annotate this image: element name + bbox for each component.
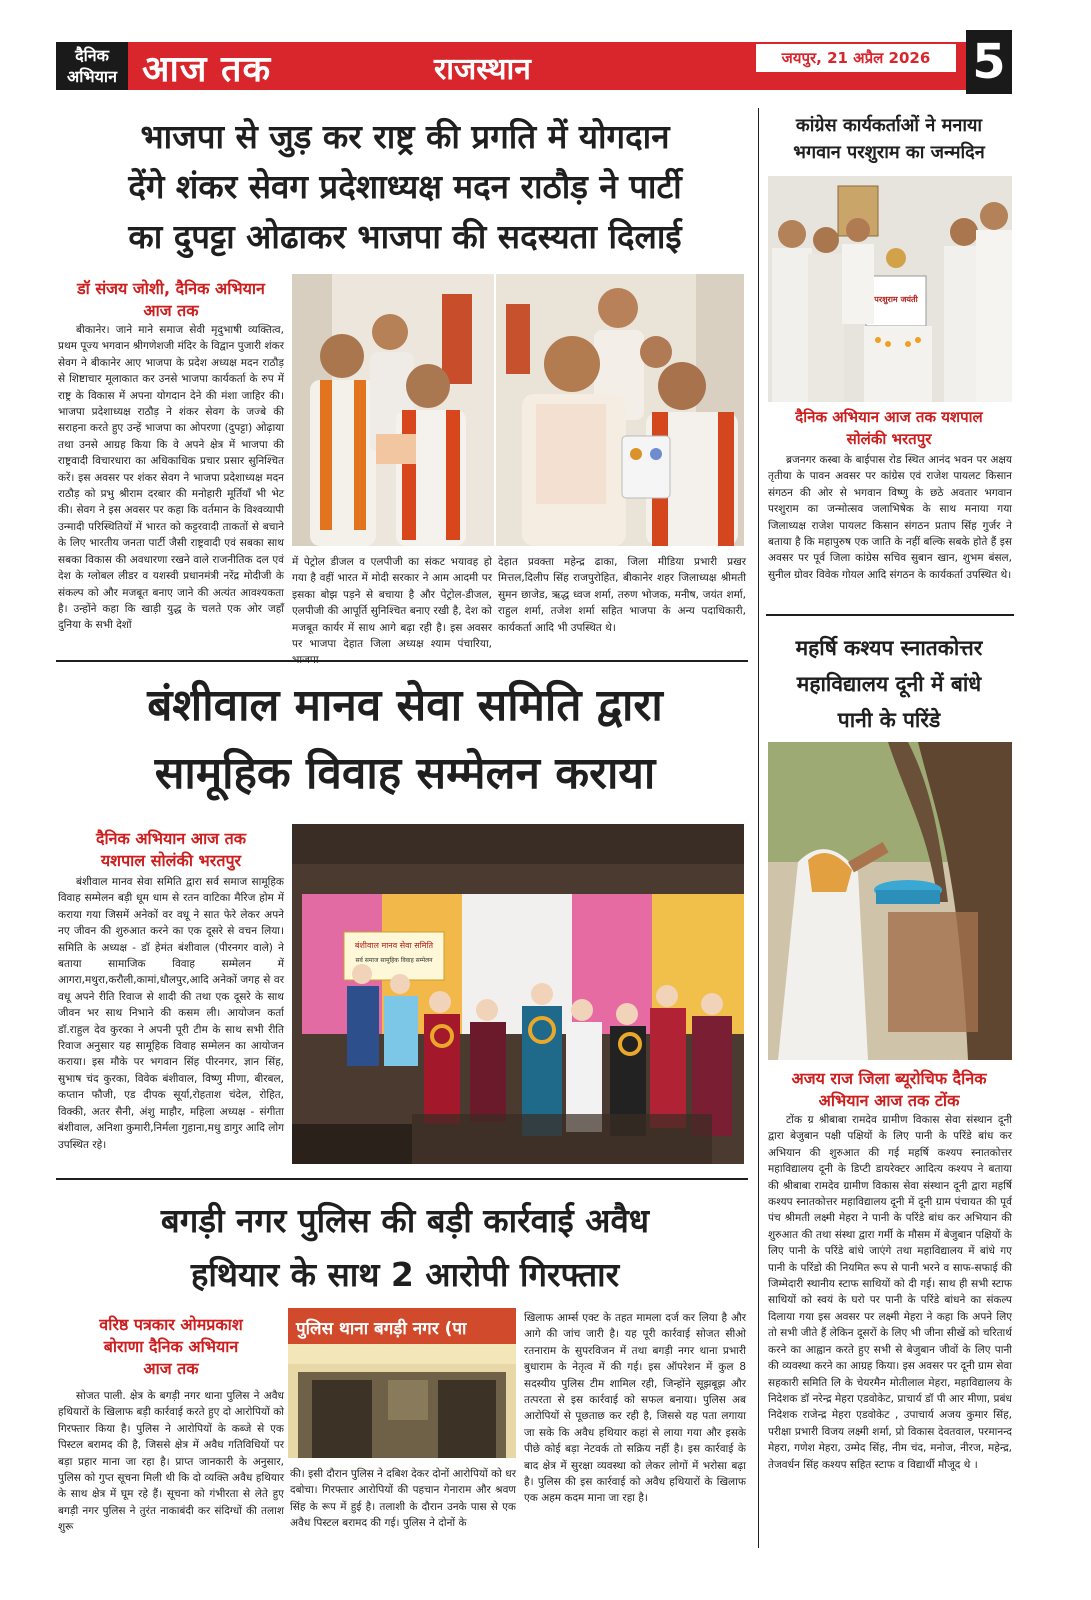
photo-parshuram-jayanti <box>768 176 1012 402</box>
story3-body-col1 <box>58 1388 284 1544</box>
brand-name: आज तक <box>142 49 272 90</box>
story4-byline-line: दैनिक अभियान आज तक यशपाल <box>795 408 983 426</box>
story1-headline <box>60 112 750 262</box>
photo-party-event-2 <box>496 274 744 546</box>
story1-headline-line: का दुपट्टा ओढाकर भाजपा की सदस्यता दिलाई <box>128 217 682 256</box>
story5-byline-line: अजय राज जिला ब्यूरोचिफ दैनिक <box>791 1069 987 1088</box>
story1-paragraph: में पेट्रोल डीजल व एलपीजी का संकट भयावह हो गया है वहीं भारत में मोदी सरकार ने आम आदमी पर इसका बोझ पड़ने से बचाया है और पेट्रोल-डीजल, एलपीजी की आपूर्ति सुनिश्चित बनाए रखी है, देश को मजबूत कार्यर में साथ आगे बढ़ा रही है। इस अवसर पर भाजपा देहात जिला अध्यक्ष श्याम पंचारिया, <box>292 556 492 651</box>
story1-byline-line: आज तक <box>143 301 199 320</box>
issue-date: जयपुर, 21 अप्रैल 2026 <box>756 44 956 72</box>
story1-byline-line: डॉ संजय जोशी, दैनिक अभियान <box>77 279 265 298</box>
parshuram-banner-text: परशुराम जयंती <box>874 295 918 304</box>
story5-paragraph: टोंक ग्र श्रीबाबा रामदेव ग्रामीण विकास सेवा संस्थान दूनी द्वारा बेजुबान पक्षी पक्षियों के लिए पानी के परिंडे बांध कर अभियान की शुरुआत की गई महर्षि कश्यप स्नातकोत्तर महाविद्यालय दूनी के डिप्टी डायरेक्टर आदित्य कश्यप ने बताया की श्रीबाबा रामदेव ग्रामीण विकास सेवा संस्थान दूनी द्वारा महर्षि कश्यप स्नातकोत्तर महाविद्यालय दूनी में दूनी ग्राम पंचायत की पूर्व पंच श्रीमती लक्ष्मी मेहरा ने पानी के परिंडे बांध कर अभियान की शुरुआत की तथा संस्था द्वारा गर्मी के मौसम में बेजुबान पक्षियों के लिए पानी के परिंडे बांधे जाएंगे तथा महाविद्यालय में बांधे गए पानी के परिंडो की नियमित रूप से पानी भरने व साफ-सफाई की जिम्मेदारी स्थानीय स्टाफ साथियों को दी गई। साथ ही सभी स्टाफ साथियों को स्वयं के घरो पर पानी के परिंडे बांधने का संकल्प दिलाया गया इस अवसर पर लक्ष्मी मेहरा ने कहा कि अपने लिए तो सभी जीते हैं लेकिन दूसरों के लिए भी जीना सीखें को चरितार्थ करने का आह्वान करते हुए सभी से बेजुबान जीवों के लिए पानी की व्यवस्था करने का आग्रह किया। इस अवसर पर दूनी ग्राम सेवा सहकारी समिति लि के चेयरमैन मोतीलाल मेहरा, महाविद्यालय के निदेशक डॉ नरेन्द्र मेहरा एडवोकेट, प्राचार्य डॉ पी आर मीणा, प्रबंध निदेशक राजेन्द्र मेहरा एडवोकेट , उपाचार्य अजय कुमार सिंह, परीक्षा प्रभारी विजय लक्ष्मी शर्मा, प्रो विकास देवतवाल, परमानन्द मेहरा, गणेश मेहरा, उम्मेद सिंह, नीम चंद, मनोज, नीरज, महेन्द्र, तेजवर्धन सिंह कश्यप सहित स्टाफ व विद्यार्थी मौजूद थे । <box>768 1114 1012 1471</box>
story2-byline <box>58 828 284 872</box>
story1-paragraph: देहात प्रवक्ता महेन्द्र ढाका, जिला मीडिया प्रभारी प्रखर मित्तल,दिलीप सिंह राजपुरोहित, बीकानेर शहर जिलाध्यक्ष श्रीमती सुमन छाजेड, ऋद्ध ध्वज शर्मा, तरुण भोजक, मनीष, जयंत शर्मा, राहुल शर्मा, तजेश शर्मा सहित भाजपा के अन्य पदाधिकारी, कार्यकर्ता आदि भी उपस्थित थे। <box>498 556 746 634</box>
photo-party-event-1 <box>292 274 494 546</box>
story3-paragraph: सोजत पाली. क्षेत्र के बगड़ी नगर थाना पुलिस ने अवैध हथियारों के खिलाफ बड़ी कार्रवाई करते हुए दो आरोपियों को गिरफ्तार किया है। पुलिस ने आरोपियों के कब्जे से एक पिस्टल बरामद की है, जिससे क्षेत्र में अवैध गतिविधियों पर बड़ा प्रहार माना जा रहा है। प्राप्त जानकारी के अनुसार, पुलिस को गुप्त सूचना मिली थी कि दो व्यक्ति अवैध हथियार के साथ क्षेत्र में घूम रहे हैं। सूचना को गंभीरता से लेते हुए बगड़ी नगर पुलिस ने तुरंत नाकाबंदी कर संदिग्धों की तलाश शुरू <box>58 1390 284 1534</box>
logo-line1: दैनिक <box>75 46 109 65</box>
logo-line2: अभियान <box>67 67 117 86</box>
story3-paragraph: खिलाफ आर्म्स एक्ट के तहत मामला दर्ज कर लिया है और आगे की जांच जारी है। यह पूरी कार्रवाई सोजत सीओ रतनाराम के सुपरविजन में तथा बगड़ी नगर थाना प्रभारी बुधाराम के नेतृत्व में की गई। इस ऑपरेशन में कुल 8 सदस्यीय पुलिस टीम शामिल रही, जिन्होंने सूझबूझ और तत्परता से इस कार्रवाई को सफल बनाया। पुलिस अब आरोपियों से पूछताछ कर रही है, जिससे यह पता लगाया जा सके कि अवैध हथियार कहां से लाया गया और इसके पीछे कोई बड़ा नेटवर्क तो सक्रिय नहीं है। इस कार्रवाई के बाद क्षेत्र में सुरक्षा व्यवस्था को लेकर लोगों में भरोसा बढ़ा है। पुलिस की इस कार्रवाई को अवैध हथियारों के खिलाफ एक अहम कदम माना जा रहा है। <box>524 1312 746 1505</box>
section-divider <box>56 1178 748 1180</box>
story5-headline-line: पानी के परिंडे <box>837 708 941 732</box>
story5-byline <box>766 1068 1012 1112</box>
story1-paragraph: बीकानेर। जाने माने समाज सेवी मृदुभाषी व्यक्तित्व, प्रथम पूज्य भगवान श्रीगणेशजी मंदिर के विद्वान पुजारी शंकर सेवग ने बीकानेर आए भाजपा के प्रदेश अध्यक्ष मदन राठौड़ से शिष्टाचार मूलाकात कर उनसे भाजपा कार्यकर्ता के रुप में राष्ट्र के विकास में अपना योगदान देने की मंशा जाहिर की। भाजपा प्रदेशाध्यक्ष राठौड़ ने शंकर सेवग के जज्बे की सराहना करते हुए उन्हें भाजपा का ओपरणा (दुपट्टा) ओढ़ाया तथा उनसे आग्रह किया कि वे अपने क्षेत्र में भाजपा की राष्ट्रवादी विचारधारा का अधिकाधिक प्रचार प्रसार सुनिश्चित करें। इस अवसर पर शंकर सेवग ने भाजपा प्रदेशाध्यक्ष मदन राठौड़ को प्रभु श्रीराम दरबार की मनोहारी मूर्तियाँ भी भेट की। सेवग ने इस अवसर पर कहा कि वर्तमान के विश्वव्यापी उन्मादी परिस्थितियों में भारत को कट्टरवादी ताकतों से बचाने के लिए भारतीय जनता पार्टी जैसी राष्ट्रवादी एवं सबका साथ सबका विकास की अवधारणा रखने वाले राजनीतिक दल एवं देश के ग्लोबल लीडर व यशस्वी प्रधानमंत्री नरेंद्र मोदीजी के संकल्प को और मजबूत बनाए जाने की अत्यंत आवश्यकता है। उन्होंने कहा कि खाड़ी युद्ध के चलते एक ओर जहाँ दुनिया के सभी देशों <box>58 324 284 632</box>
story3-photo <box>288 1308 516 1458</box>
story3-body-col2 <box>290 1466 516 1546</box>
column-divider <box>758 108 759 1548</box>
story4-byline <box>766 406 1012 450</box>
wedding-banner-text: बंशीवाल मानव सेवा समिति <box>354 941 434 950</box>
story3-byline-line: वरिष्ठ पत्रकार ओमप्रकाश <box>99 1315 243 1334</box>
section-title: राजस्थान <box>434 52 531 87</box>
story1-body-col3 <box>498 554 746 654</box>
story4-headline <box>766 112 1012 166</box>
story3-byline-line: आज तक <box>143 1359 199 1378</box>
story4-headline-line: कांग्रेस कार्यकर्ताओं ने मनाया <box>795 115 983 136</box>
story4-body <box>768 452 1012 602</box>
story1-headline-line: भाजपा से जुड़ कर राष्ट्र की प्रगति में योगदान <box>140 117 670 156</box>
story4-byline-line: सोलंकी भरतपुर <box>846 430 932 448</box>
story1-body-col1 <box>58 322 284 652</box>
story3-byline <box>58 1314 284 1380</box>
story2-body <box>58 874 284 1170</box>
police-sign-text: पुलिस थाना बगड़ी नगर (पा <box>296 1319 467 1339</box>
story1-headline-line: देंगे शंकर सेवग प्रदेशाध्यक्ष मदन राठौड़ ने पार्टी <box>128 167 682 206</box>
wedding-banner-subtext: सर्व समाज सामूहिक विवाह सम्मेलन <box>355 957 433 964</box>
newspaper-logo <box>56 42 128 90</box>
story3-headline <box>60 1194 750 1302</box>
story4-headline-line: भगवान परशुराम का जन्मदिन <box>793 142 985 163</box>
story1-photo-right <box>496 274 744 546</box>
story1-photo-left <box>292 274 494 546</box>
story4-paragraph: ब्रजनगर कस्बा के बाईपास रोड स्थित आनंद भवन पर अक्षय तृतीया के पावन अवसर पर कांग्रेस एवं राजेश पायलट किसान संगठन की ओर से भगवान विष्णु के छठे अवतार भगवान परशुराम का जन्मोत्सव जलाभिषेक के साथ मनाया गया जिलाध्यक्ष राजेश पायलट किसान संगठन प्रताप सिंह गुर्जर ने बताया है कि महापुरुष एक जाति के नहीं बल्कि सबके होते हैं इस अवसर पर पूर्व जिला कांग्रेस सचिव सुबान खान, शुभम बंसल, सुनील ग्रोवर विवेक गोयल आदि संगठन के कार्यकर्ता उपस्थित थे। <box>768 454 1012 581</box>
story1-byline <box>58 278 284 322</box>
story4-photo <box>768 176 1012 402</box>
photo-water-bowl <box>768 742 1012 1060</box>
section-divider <box>56 660 748 662</box>
story5-headline <box>766 630 1012 738</box>
page-number: 5 <box>966 30 1012 94</box>
story5-body <box>768 1112 1012 1546</box>
story2-headline-line: बंशीवाल मानव सेवा समिति द्वारा <box>147 680 663 731</box>
story2-byline-line: दैनिक अभियान आज तक <box>95 829 247 848</box>
story2-headline <box>60 672 750 808</box>
photo-police-station <box>288 1308 516 1458</box>
section-divider <box>766 614 1014 616</box>
photo-mass-wedding <box>292 824 744 1164</box>
story3-body-col3 <box>524 1310 746 1546</box>
story3-headline-line: हथियार के साथ 2 आरोपी गिरफ्तार <box>190 1255 620 1294</box>
story2-photo <box>292 824 744 1164</box>
story3-headline-line: बगड़ी नगर पुलिस की बड़ी कार्रवाई अवैध <box>160 1201 650 1240</box>
story3-paragraph: की। इसी दौरान पुलिस ने दबिश देकर दोनों आरोपियों को धर दबोचा। गिरफ्तार आरोपियों की पहचान गेनाराम और श्रवण सिंह के रूप में हुई है। तलाशी के दौरान उनके पास से एक अवैध पिस्टल बरामद की गई। पुलिस ने दोनों के <box>290 1468 516 1530</box>
masthead <box>56 34 1012 94</box>
story5-headline-line: महाविद्यालय दूनी में बांधे <box>796 672 982 696</box>
story2-headline-line: सामूहिक विवाह सम्मेलन कराया <box>154 748 656 799</box>
story2-paragraph: बंशीवाल मानव सेवा समिति द्वारा सर्व समाज सामूहिक विवाह सम्मेलन बड़ी धूम धाम से रतन वाटिका मैरिज होम में कराया गया जिसमें अनेकों वर वधू ने सात फेरे लेकर अपने नए जीवन की शुरुआत करने का एक दूसरे से वचन लिया।समिति के अध्यक्ष - डॉ हेमंत बंशीवाल (पीरनगर वाले) ने बताया सामाजिक विवाह सम्मेलन में आगरा,मथुरा,करौली,कामां,धौलपुर,आदि अनेकों जगह से वर वधू अपने रीति रिवाज से शादी की तथा एक दूसरे के साथ जीवन भर साथ निभाने की कसम ली। आयोजन कर्ता डॉ.राहुल देव कुरका ने अपनी पूरी टीम के साथ सभी रीति रिवाज अनुसार यह सामूहिक विवाह सम्मेलन का आयोजन कराया। इस मौके पर भगवान सिंह पीरनगर, ज्ञान सिंह, सुभाष चंद कुरका, विवेक बंशीवाल, विष्णु मीणा, बीरबल, कप्तान फौजी, एड दीपक सूर्या,रोहताश चंदेल, रोहित, विक्की, अतर सैनी, अंशु माहौर, महिला अध्यक्ष - संगीता बंशीवाल, अनिशा कुमारी,निर्मला गुहाना,मधु डागुर आदि लोग उपस्थित रहे। <box>58 876 284 1151</box>
story3-byline-line: बोराणा दैनिक अभियान <box>103 1337 239 1356</box>
story5-photo <box>768 742 1012 1060</box>
story2-byline-line: यशपाल सोलंकी भरतपुर <box>100 851 242 870</box>
story5-byline-line: अभियान आज तक टोंक <box>818 1091 960 1110</box>
story5-headline-line: महर्षि कश्यप स्नातकोत्तर <box>795 636 983 660</box>
story1-body-col2 <box>292 554 492 654</box>
